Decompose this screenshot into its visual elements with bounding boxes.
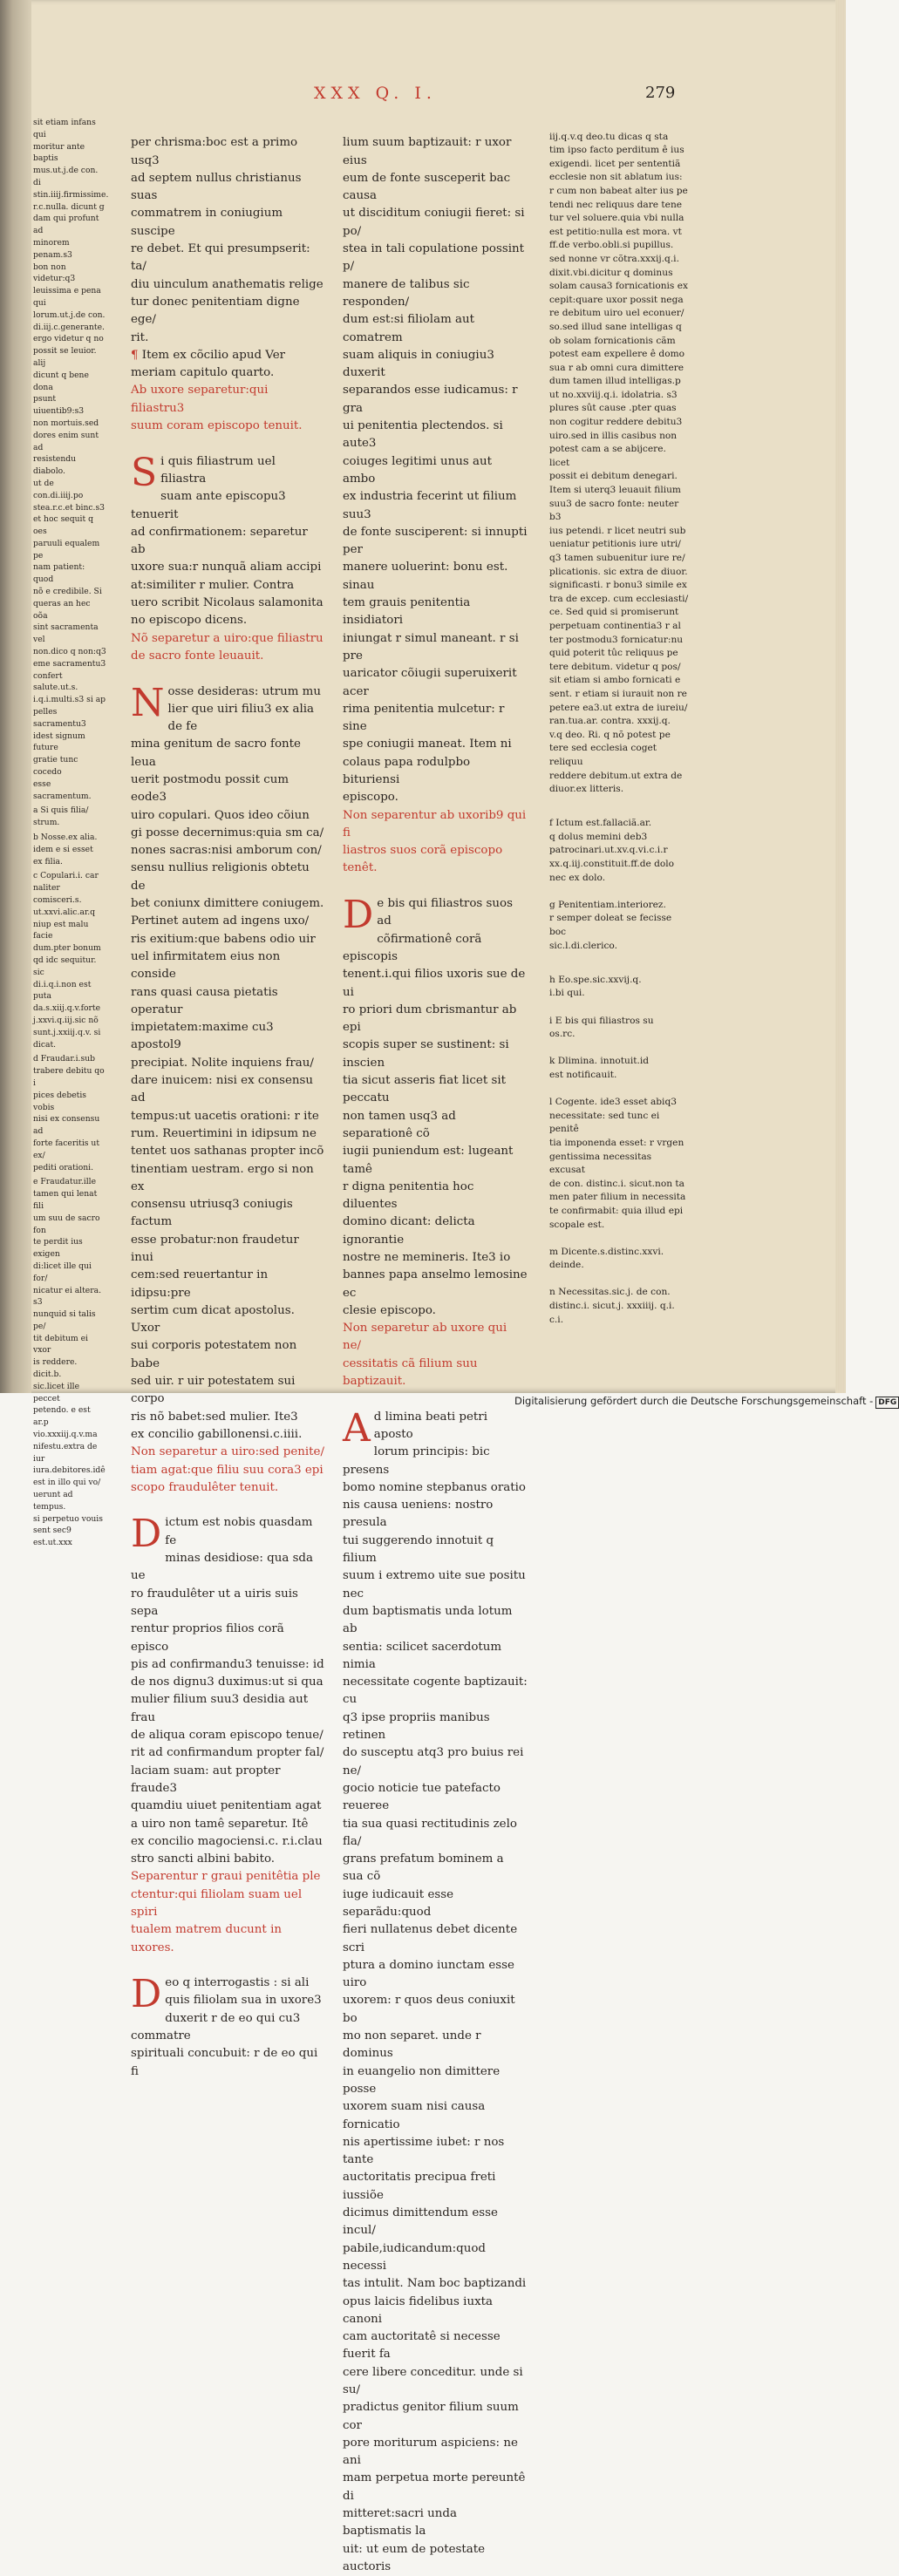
- gloss-line: lorum.ut.j.de con.: [33, 309, 106, 320]
- gloss-line: ut de con.di.iiij.po: [33, 478, 84, 500]
- gloss-line: dicunt q bene dona: [33, 370, 89, 392]
- gloss-line: ex filia.: [33, 856, 63, 867]
- col1-para-1: i quis filiastrum uel filiastra suam ante episcopu3 tenuerit ad confirmationem: separetur ab uxore sua:r nunquã aliam accipi at:similiter r mulier. Contra uero scribit Nicolaus salamonita no episcopo dicens.: [131, 454, 324, 628]
- gloss-line: non mortuis.sed: [33, 418, 99, 428]
- text-column-2: [343, 117, 528, 2573]
- gloss-line: sunt.j.xxiij.q.v. si: [33, 1027, 101, 1037]
- gloss-line: da.s.xiij.q.v.forte: [33, 1003, 101, 1014]
- col2-opening: lium suum baptizauit: r uxor eius eum de fonte susceperit bac causa ut disciditum coniugii fieret: si po/ stea in tali copulatione possint p/ manere de talibus sic responden/ dum est:si filiolam aut comatrem suam aliquis in coniugiu3 duxerit separandos esse iudicamus: r gra ui penitentia plectendos. si aute3 coiuges legitimi unus aut ambo ex industria fecerint ut filium suu3 de fonte susciperent: si innupti per manere uoluerint: bonu est. sinau tem grauis penitentia insidiatori iniungat r simul maneant. r si pre uaricator cõiugii superuixerit acer rima penitentia mulcetur: r sine spe coniugii maneat. Item ni colaus papa rodulpbo bituriensi episcopo.: [343, 136, 528, 805]
- gloss-line: sic.licet ille peccet: [33, 1381, 80, 1404]
- gloss-line: tit debitum ei vxor: [33, 1333, 88, 1356]
- gloss-line: nam patient: quod: [33, 562, 85, 585]
- gloss-note-h: h Eo.spe.sic.xxvij.q. i.bi qui.: [549, 974, 642, 999]
- col2-para-1: e bis qui filiastros suos ad cõfirmationê corã episcopis tenent.i.qui filios uxoris sue de ui ro priori dum cbrismantur ab epi scopis super se sustinent: si inscien tia sicut asseris fiat licet sit peccatu non tamen usq3 ad separationê cõ iugii puniendum est: lugeant tamê r digna penitentia hoc diluentes domino dicant: delicta ignorantie nostre ne memineris. Ite3 io bannes papa anselmo lemosine ec clesie episcopo.: [343, 897, 528, 1317]
- gloss-line: dum.pter bonum: [33, 943, 101, 954]
- initial-letter-icon: D: [131, 1972, 162, 2017]
- rubric: Separentur r graui penitêtia ple ctentur:qui filiolam suam uel spiri tualem matrem ducunt in uxores.: [131, 1870, 321, 1954]
- gloss-line: idest signum future: [33, 731, 85, 753]
- gloss-line: moritur ante baptis: [33, 141, 85, 164]
- col1-para-4: eo q interrogastis : si ali quis filiolam sua in uxore3 duxerit r de eo qui cu3 commatre spirituali concubuit: r de eo qui fi: [131, 1976, 322, 2078]
- gloss-line: vio.xxxiij.q.v.ma: [33, 1430, 98, 1440]
- gloss-line: e Fraudatur.ille: [33, 1177, 97, 1187]
- gloss-note-f: f Ictum est.fallaciã.ar. q dolus memini deb3 patrocinari.ut.xv.q.vi.c.i.r xx.q.iij.constituit.ff.de dolo nec ex dolo.: [549, 818, 675, 883]
- gloss-note-g: g Penitentiam.interiorez. r semper doleat se fecisse boc sic.l.di.clerico.: [549, 899, 672, 951]
- col1-opening: per chrisma:boc est a primo usq3 ad septem nullus christianus suas commatrem in coniugium suscipe re debet. Et qui presumpserit: ta/ diu uinculum anathematis relige tur donec penitentiam digne ege/ rit.: [131, 136, 324, 344]
- initial-letter-icon: D: [343, 893, 374, 938]
- right-margin-gloss: [549, 117, 689, 1325]
- gloss-right-top: iij.q.v.q deo.tu dicas q sta tim ipso facto perditum ê ius exigendi. licet per sententiã ecclesie non sit ablatum ius: r cum non babeat alter ius pe tendi nec reliquus dare tene tur vel soluere.quia vbi nulla est petitio:nulla est mora. vt ff.de verbo.obli.si pupillus. sed nonne vr cõtra.xxxij.q.i. dixit.vbi.dicitur q dominus solam causa3 fornicationis ex cepit:quare uxor possit nega re debitum uiro uel econuer/ so.sed illud sane intelligas q ob solam fornicationis cãm potest eam expellere ê domo sua r ab omni cura dimittere dum tamen illud intelligas.p ut no.xxviij.q.i. idolatria. s3 plures sût cause .pter quas non cogitur reddere debitu3 uiro.sed in illis casibus non potest cam a se abijcere. licet possit ei debitum denegari. Item si uterq3 leuauit filium suu3 de sacro fonte: neuter b3 ius petendi. r licet neutri sub ueniatur petitionis iure utri/ q3 tamen subuenitur iure re/ plicationis. sic extra de diuor. significasti. r bonu3 simile ex tra de excep. cum ecclesiasti/ ce. Sed quid si promiserunt perpetuam continentia3 r al ter postmodu3 fornicatur:nu quid poterit tûc reliquus pe tere debitum. videtur q pos/ sit etiam si ambo fornicati e sent. r etiam si iurauit non re petere ea3.ut extra de iureiu/ ran.tua.ar. contra. xxxij.q. v.q deo. Ri. q nõ potest pe tere sed ecclesia coget reliquu reddere debitum.ut extra de diuor.ex litteris.: [549, 131, 689, 795]
- gloss-line: iura.debitores.idê: [33, 1465, 106, 1476]
- gloss-line: dores enim sunt ad: [33, 430, 99, 452]
- gloss-line: pices debetis vobis: [33, 1090, 87, 1112]
- gloss-line: sit etiam infans qui: [33, 118, 96, 139]
- initial-letter-icon: D: [131, 1512, 162, 1557]
- paragraph-mark-icon: ¶: [131, 348, 142, 362]
- gloss-line: te perdit ius exigen: [33, 1237, 83, 1260]
- gloss-line: d Fraudar.i.sub: [33, 1054, 95, 1064]
- gloss-line: dicat.: [33, 1039, 57, 1050]
- gloss-line: naliter comisceri.s.: [33, 883, 82, 905]
- gloss-line: strum.: [33, 818, 60, 828]
- gloss-note-k: k Dlimina. innotuit.id est notificauit.: [549, 1056, 650, 1080]
- gloss-line: et hoc sequit q oes: [33, 514, 93, 537]
- initial-letter-icon: N: [131, 680, 165, 725]
- gloss-line: ergo videtur q no: [33, 334, 104, 344]
- folio-number: 279: [645, 84, 676, 102]
- gloss-line: gratie tunc cocedo: [33, 755, 78, 778]
- gloss-line: psunt uiuentib9:s3: [33, 394, 85, 417]
- gloss-line: paruuli equalem pe: [33, 538, 100, 561]
- gloss-line: uerunt ad tempus.: [33, 1490, 73, 1512]
- gloss-line: sent sec9 est.ut.xxx: [33, 1526, 72, 1548]
- gloss-line: nisi ex consensu ad: [33, 1114, 100, 1137]
- col1-para-2: osse desideras: utrum mu lier que uiri filiu3 ex alia de fe mina genitum de sacro fonte leua uerit postmodu possit cum eode3 uiro copulari. Quos ideo cõiun gi posse decernimus:quia sm ca/ nones sacras:nisi amborum con/ sensu nullius religionis obtetu de bet coniunx dimittere coniugem. Pertinet autem ad ingens uxo/ ris exitium:que babens odio uir uel infirmitatem eius non conside rans quasi causa pietatis operatur impietatem:maxime cu3 apostol9 precipiat. Nolite inquiens frau/ dare inuicem: nisi ex consensu ad tempus:ut uacetis orationi: r ite rum. Reuertimini in idipsum ne tentet uos sathanas propter incõ tinentiam uestram. ergo si non ex consensu utriusq3 coniugis factum esse probatur:non fraudetur inui cem:sed reuertantur in idipsu:pre sertim cum dicat apostolus. Uxor sui corporis potestatem non babe sed uir. r uir potestatem sui corpo ris nõ babet:sed mulier. Ite3 ex concilio gabillonensi.c.iiii.: [131, 684, 324, 1441]
- gloss-line: is reddere. dicit.b.: [33, 1357, 78, 1380]
- gloss-line: possit se leuior. alij: [33, 346, 97, 368]
- gloss-note-m: m Dicente.s.distinc.xxvi. deinde.: [549, 1246, 664, 1271]
- gloss-line: est in illo qui vo/: [33, 1478, 101, 1488]
- gloss-line: trabere debitu qo i: [33, 1066, 105, 1088]
- gloss-line: confert salute.ut.s.: [33, 670, 78, 693]
- rubric: Non separentur ab uxorib9 qui fi liastros suos corã episcopo tenêt.: [343, 808, 527, 875]
- gloss-line: di.iij.c.generante.: [33, 322, 105, 332]
- col1-para-3: ictum est nobis quasdam fe minas desidiose: qua sda ue ro fraudulêter ut a uiris suis sepa rentur proprios filios corã episco pis ad confirmandu3 tenuisse: id de nos dignu3 duximus:ut si qua mulier filium suu3 desidia aut frau de aliqua coram episcopo tenue/ rit ad confirmandum propter fal/ laciam suam: aut propter fraude3 quamdiu uiuet penitentiam agat a uiro non tamê separetur. Itê ex concilio magociensi.c. r.i.clau stro sancti albini babito.: [131, 1516, 324, 1866]
- running-title: XXX Q. I.: [314, 84, 437, 103]
- gloss-line: nõ e credibile. Si: [33, 587, 102, 597]
- gloss-line: j.xxvi.q.iij.sic nõ: [33, 1015, 99, 1025]
- gloss-line: di:licet ille qui for/: [33, 1261, 92, 1283]
- credit-text: Digitalisierung gefördert durch die Deutsche Forschungsgemeinschaft -: [514, 1395, 874, 1407]
- gloss-line: nicatur ei altera. s3: [33, 1285, 102, 1308]
- gloss-note-i: i E bis qui filiastros su os.rc.: [549, 1015, 654, 1040]
- left-margin-gloss: [33, 117, 109, 1548]
- gloss-line: eme sacramentu3: [33, 658, 106, 669]
- gloss-line: non.dico q non:q3: [33, 647, 106, 657]
- gloss-line: um suu de sacro fon: [33, 1213, 100, 1235]
- rubric: Nõ separetur a uiro:que filiastru de sacro fonte leuauit.: [131, 631, 324, 663]
- initial-letter-icon: S: [131, 450, 158, 495]
- gloss-line: si perpetuo vouis: [33, 1513, 103, 1524]
- text-column-1: [131, 117, 324, 2078]
- gloss-line: ut.xxvi.alic.ar.q: [33, 907, 96, 917]
- gloss-line: pediti orationi.: [33, 1162, 94, 1172]
- gloss-line: esse sacramentum.: [33, 778, 92, 801]
- rubric: Ab uxore separetur:qui filiastru3 suum coram episcopo tenuit.: [131, 384, 303, 433]
- page-fore-edge: [835, 0, 846, 1393]
- gloss-line: stin.iiij.firmissime.: [33, 189, 109, 200]
- gloss-line: tamen qui lenat fili: [33, 1189, 98, 1211]
- gloss-line: minorem penam.s3: [33, 237, 72, 260]
- col1-opening-cont: Item ex cõcilio apud Ver meriam capitulo quarto.: [131, 348, 286, 380]
- gloss-line: c Copulari.i. car: [33, 871, 99, 881]
- initial-letter-icon: A: [343, 1405, 371, 1451]
- gloss-line: nifestu.extra de iur: [33, 1441, 98, 1464]
- binding-gutter: [0, 0, 31, 1393]
- digitization-credit: [514, 1393, 897, 1409]
- gloss-line: qd idc sequitur. sic: [33, 955, 97, 977]
- gloss-line: sint sacramenta vel: [33, 622, 99, 645]
- col2-para-2: d limina beati petri aposto lorum principis: bic presens bomo nomine stepbanus oratio nis causa ueniens: nostro presula tui suggerendo innotuit q filium suum i extremo uite sue positu nec dum baptismatis unda lotum ab sentia: scilicet sacerdotum nimia necessitate cogente baptizauit: cu q3 ipse propriis manibus retinen do susceptu atq3 pro buius rei ne/ gocio noticie tue patefacto reueree tia sua quasi rectitudinis zelo fla/ grans prefatum bominem a sua cõ iuge iudicauit esse separãdu:quod fieri nullatenus debet dicente scri ptura a domino iunctam esse uiro uxorem: r quos deus coniuxit bo mo non separet. unde r dominus in euangelio non dimittere posse uxorem suam nisi causa fornicatio nis apertissime iubet: r nos tante auctoritatis precipua freti iussiõe dicimus dimittendum esse incul/ pabile,iudicandum:quod necessi tas intulit. Nam boc baptizandi opus laicis fidelibus iuxta canoni cam auctoritatê si necesse fuerit fa cere libere conceditur. unde si su/ pradictus genitor filium suum cor pore moriturum aspiciens: ne ani mam perpetua morte pereuntê di mitteret:sacri unda baptismatis la uit: ut eum de potestate auctoris: [343, 1410, 528, 2573]
- gloss-line: forte faceritis ut ex/: [33, 1138, 100, 1160]
- gloss-line: idem e si esset: [33, 844, 93, 854]
- gloss-line: stea.r.c.et binc.s3: [33, 502, 106, 513]
- gloss-line: r.c.nulla. dicunt g: [33, 201, 105, 212]
- gloss-line: a Si quis filia/: [33, 805, 89, 816]
- gloss-line: resistendu diabolo.: [33, 454, 77, 477]
- gloss-line: i.q.i.multi.s3 si ap: [33, 695, 106, 705]
- rubric: Non separetur ab uxore qui ne/ cessitatis cã filium suu baptizauit.: [343, 1322, 507, 1389]
- gloss-line: leuissima e pena qui: [33, 286, 101, 308]
- gloss-line: dam qui profunt ad: [33, 214, 99, 236]
- gloss-line: queras an hec oõa: [33, 598, 91, 621]
- gloss-line: di.i.q.i.non est puta: [33, 979, 92, 1002]
- gloss-line: pelles sacramentu3: [33, 707, 86, 729]
- gloss-line: niup est malu facie: [33, 919, 89, 941]
- gloss-line: bon non videtur:q3: [33, 262, 76, 284]
- gloss-line: nunquid si talis pe/: [33, 1309, 96, 1331]
- dfg-logo-icon: DFG: [875, 1397, 899, 1409]
- gloss-note-n: n Necessitas.sic.j. de con. distinc.i. sicut.j. xxxiiij. q.i. c.i.: [549, 1287, 675, 1325]
- gloss-note-l: l Cogente. ide3 esset abiq3 necessitate: sed tunc ei penitê tia imponenda esset: r vrgen gentissima necessitas excusat de con. distinc.i. sicut.non ta men pater filium in necessita te confirmabit: quia illud epi scopale est.: [549, 1097, 686, 1230]
- gloss-line: mus.ut.j.de con. di: [33, 166, 99, 187]
- gloss-line: b Nosse.ex alia.: [33, 833, 98, 843]
- rubric: Non separetur a uiro:sed penite/ tiam agat:que filiu suu cora3 epi scopo fraudulêter tenuit.: [131, 1445, 324, 1494]
- gloss-line: petendo. e est ar.p: [33, 1405, 91, 1428]
